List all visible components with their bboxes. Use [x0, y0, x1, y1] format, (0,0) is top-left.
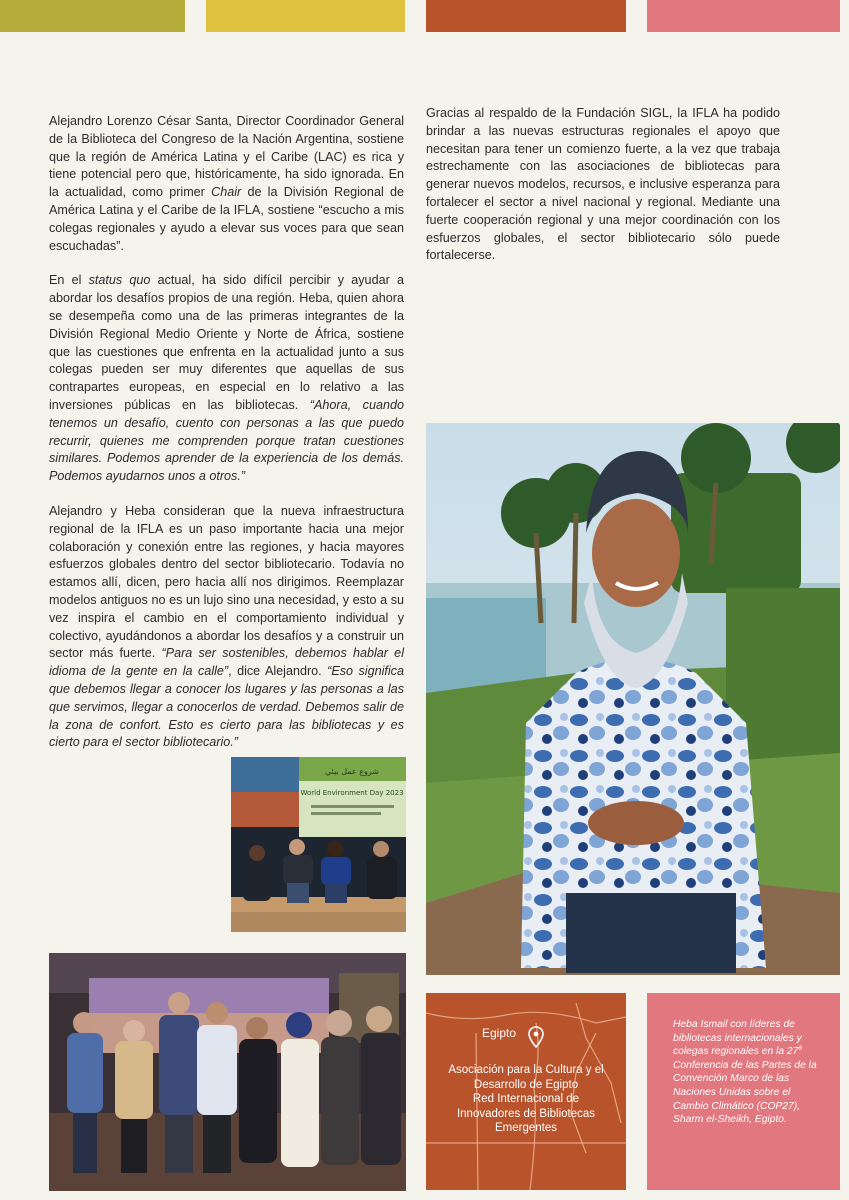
paragraph-sigl: Gracias al respaldo de la Fundación SIGL, la IFLA ha podido brindar a las nuevas estructuras regionales el apoyo que necesitan para tener un comienzo fuerte, a la vez que trabaja estrechamente con las asociaciones de bibliotecas para generar nuevos modelos, recursos, e inclusive esperanza para fortalecer el sector a nivel nacional y regional. Mediante una fuerte cooperación regional y una mejor coordinación con los esfuerzos globales, el sector bibliotecario sólo puede fortalecerse.	[426, 106, 780, 263]
right-text-column	[426, 105, 780, 282]
screen-text: World Environment Day 2023	[300, 789, 404, 797]
heba-portrait-photo	[426, 423, 840, 975]
paragraph-infrastructure: Alejandro y Heba consideran que la nueva infraestructura regional de la IFLA es un paso importante hacia una mejor colaboración y conexión entre las regiones, y hacia mayores esfuerzos globales dentro del sector bibliotecario. Todavía no estamos allí, dicen, pero hacia allí nos dirigimos. Reemplazar modelos antiguos no es un lujo sino una necesidad, y esto a su vez inspira el cambio en el comportamiento individual y colectivo, ayudándonos a abordar los desafíos y a construir un sector más fuerte. “Para ser sostenibles, debemos hablar el idioma de la gente en la calle”, dice Alejandro. “Eso significa que debemos llegar a conocer los lugares y las personas a las que servimos, llegar a conocerlos de verdad. Debemos salir de la zona de confort. Esto es cierto para las bibliotecas y es cierto para el sector bibliotecario.”	[49, 503, 404, 750]
photo-caption: Heba Ismail con líderes de bibliotecas internacionales y colegas regionales en la 27$^a$ Conferencia de las Partes de la Convención Marco de las Naciones Unidas sobre el Cambio Climático (COP27), Sharm el-Sheikh, Egipto.	[673, 1019, 817, 1126]
group-photo	[49, 953, 406, 1191]
organisation-1: Asociación para la Cultura y el Desarrollo de Egipto	[448, 1064, 604, 1091]
country-label: Egipto	[482, 1026, 517, 1040]
header-bar-pink	[647, 0, 840, 32]
screen-arabic-text: شروع عمل بيئي	[324, 767, 380, 776]
map-organisations	[446, 1063, 606, 1136]
header-bar-yellow	[206, 0, 405, 32]
header-bar-rust	[426, 0, 626, 32]
paragraph-heba: En el status quo actual, ha sido difícil percibir y ayudar a abordar los desafíos propios de una región. Heba, quien ahora se desempeña como una de las primeras integrantes de la División Regional Medio Oriente y Norte de África, sostiene que las cuestiones que enfrenta en la actualidad junto a sus colegas pueden ser muy diferentes que aquellas de sus contrapartes europeas, en especial en lo relativo a las inversiones públicas en las bibliotecas. “Ahora, cuando tenemos un desafío, cuento con personas a las que puedo recurrir, quienes me comprenden porque tratan cuestiones similares. Podemos aprender de la experiencia de los demás. Podemos ayudarnos unos a otros.”	[49, 273, 405, 484]
paragraph-alejandro: Alejandro Lorenzo César Santa, Director Coordinador General de la Biblioteca del Congreso de la Nación Argentina, sostiene que la región de América Latina y el Caribe (LAC) es rica y tiene potencial pero que, históricamente, ha sido ignorada. En la actualidad, como primer Chair de la División Regional de América Latina y el Caribe de la IFLA, sostiene “escucho a mis colegas regionales y ayudo a elevar sus voces para que sean escuchadas”.	[49, 114, 404, 253]
organisation-2: Red Internacional de Innovadores de Bibliotecas Emergentes	[456, 1093, 596, 1134]
left-text-column	[49, 113, 404, 769]
location-pin-icon	[528, 1026, 544, 1053]
egypt-map-box	[426, 993, 626, 1190]
caption-box	[647, 993, 840, 1190]
conference-panel-photo	[231, 757, 406, 932]
header-bar-olive	[0, 0, 185, 32]
alejandro-quote: “Eso significa que debemos llegar a conocer los lugares y las personas a las que servimos, llegar a conocerlos de verdad. Debemos salir de la zona de confort. Esto es cierto para las bibliotecas y es cierto para el sector bibliotecario.”	[49, 664, 404, 750]
heba-quote: “Ahora, cuando tenemos un desafío, cuento con personas a las que puedo recurrir, quienes me comprenden porque tratan cuestiones similares. Podemos aprender de la experiencia de los demás. Podemos ayudarnos unos a otros.”	[49, 397, 405, 484]
